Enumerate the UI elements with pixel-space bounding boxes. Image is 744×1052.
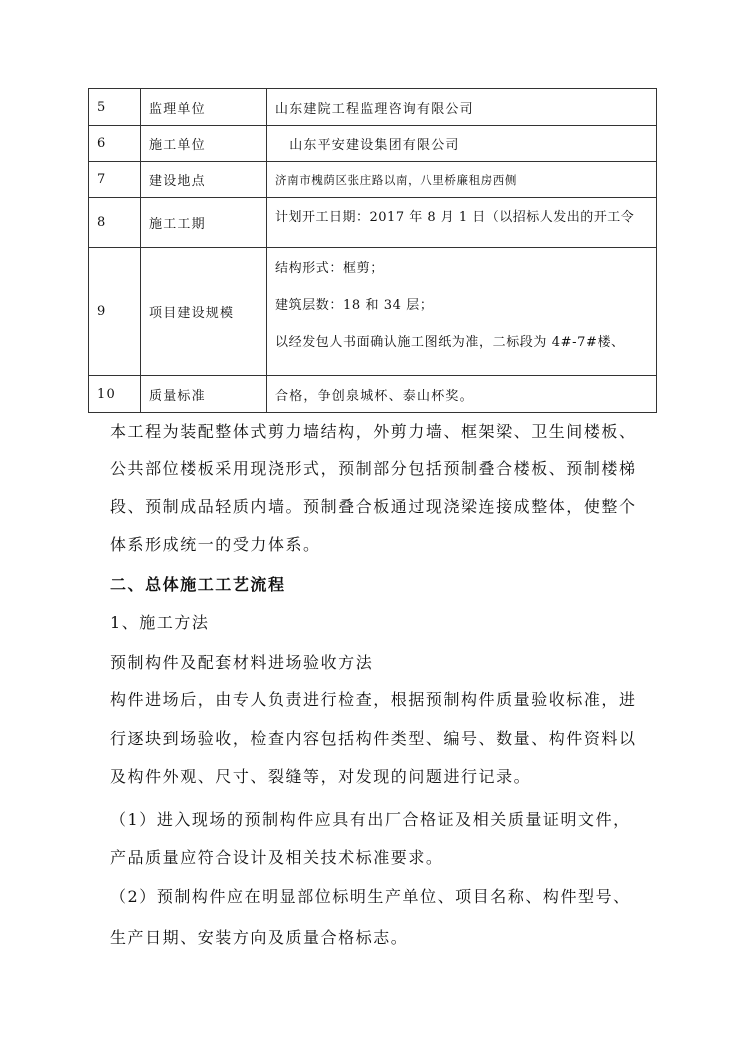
table-row [89, 89, 657, 126]
table-row [89, 126, 657, 162]
row-number: 7 [89, 162, 141, 198]
content-line: 结构形式：框剪； [275, 261, 384, 276]
list-item-line: 生产日期、安装方向及质量合格标志。 [110, 928, 409, 947]
section-heading: 二、总体施工工艺流程 [110, 575, 286, 594]
list-item-line: 产品质量应符合设计及相关技术标准要求。 [110, 848, 444, 867]
row-number: 10 [89, 376, 141, 413]
row-number: 8 [89, 198, 141, 248]
body-line: 本工程为装配整体式剪力墙结构，外剪力墙、框架梁、卫生间楼板、 [110, 422, 637, 441]
row-content: 山东平安建设集团有限公司 [267, 126, 657, 162]
row-content: 山东建院工程监理咨询有限公司 [267, 89, 657, 126]
row-content: 计划开工日期：2017 年 8 月 1 日（以招标人发出的开工令 [267, 198, 657, 248]
row-content: 合格，争创泉城杯、泰山杯奖。 [267, 376, 657, 413]
table-row [89, 376, 657, 413]
body-line: 行逐块到场验收，检查内容包括构件类型、编号、数量、构件资料以 [110, 729, 637, 748]
row-item: 建设地点 [141, 162, 267, 198]
table-row [89, 162, 657, 198]
row-number: 6 [89, 126, 141, 162]
content-line: 以经发包人书面确认施工图纸为准，二标段为 4#-7#楼、 [275, 335, 625, 350]
row-number: 9 [89, 248, 141, 376]
row-number: 5 [89, 89, 141, 126]
row-item: 项目建设规模 [141, 248, 267, 376]
row-item: 监理单位 [141, 89, 267, 126]
row-item: 施工单位 [141, 126, 267, 162]
project-info-table [88, 88, 657, 413]
row-item: 质量标准 [141, 376, 267, 413]
row-content [267, 248, 657, 376]
row-content: 济南市槐荫区张庄路以南，八里桥廉租房西侧 [267, 162, 657, 198]
body-line: 构件进场后，由专人负责进行检查，根据预制构件质量验收标准，进 [110, 690, 637, 709]
table-row [89, 248, 657, 376]
body-line: 公共部位楼板采用现浇形式，预制部分包括预制叠合楼板、预制楼梯 [110, 459, 637, 478]
list-item-line: （1）进入现场的预制构件应具有出厂合格证及相关质量证明文件， [110, 810, 631, 829]
body-line: 段、预制成品轻质内墙。预制叠合板通过现浇梁连接成整体，使整个 [110, 497, 637, 516]
content-line: 建筑层数：18 和 34 层； [275, 298, 434, 313]
body-line: 及构件外观、尺寸、裂缝等，对发现的问题进行记录。 [110, 767, 532, 786]
row-item: 施工工期 [141, 198, 267, 248]
subheading: 1、施工方法 [110, 613, 210, 632]
subsubheading: 预制构件及配套材料进场验收方法 [110, 653, 374, 672]
table-row [89, 198, 657, 248]
body-line: 体系形成统一的受力体系。 [110, 535, 321, 554]
list-item-line: （2）预制构件应在明显部位标明生产单位、项目名称、构件型号、 [110, 887, 631, 906]
